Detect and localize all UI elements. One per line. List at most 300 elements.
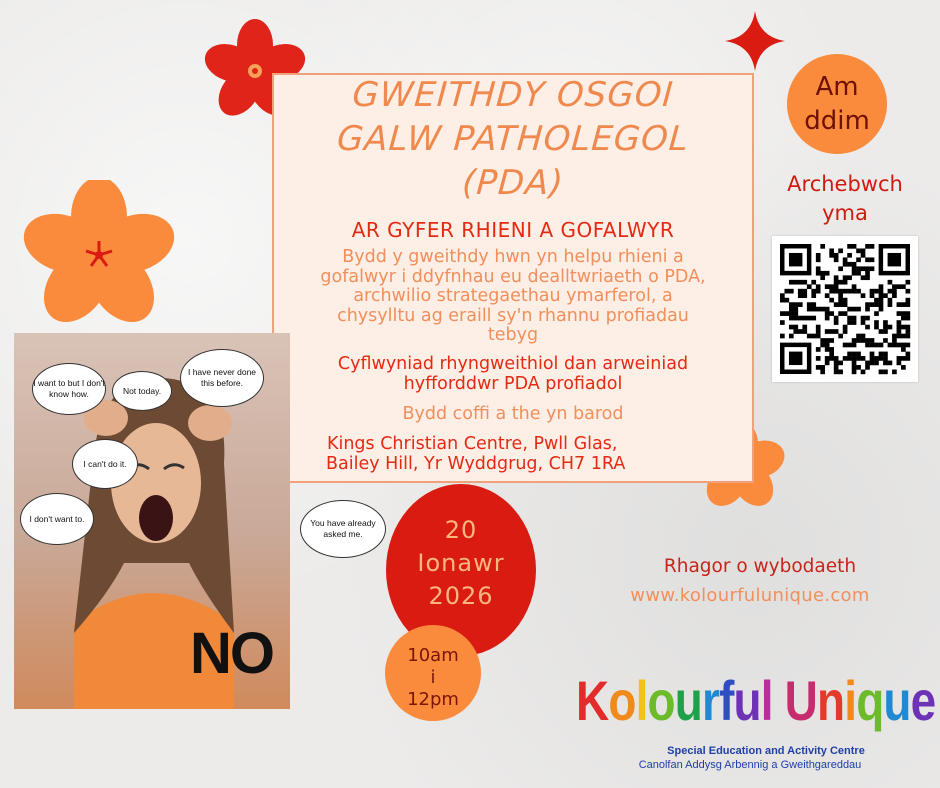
qr-module [865, 365, 870, 370]
qr-module [802, 316, 807, 321]
qr-module [784, 298, 789, 303]
booking-line: Archebwch [787, 172, 903, 196]
qr-module [780, 334, 785, 339]
time-line: 12pm [407, 689, 459, 710]
qr-module [861, 266, 866, 271]
qr-module [789, 334, 794, 339]
qr-module [879, 329, 884, 334]
qr-module [847, 307, 852, 312]
qr-module [811, 289, 816, 294]
qr-module [879, 352, 884, 357]
qr-module [874, 325, 879, 330]
qr-module [811, 280, 816, 285]
logo-letter: K [576, 669, 609, 732]
qr-module [865, 307, 870, 312]
qr-module [861, 316, 866, 321]
qr-module [861, 320, 866, 325]
qr-module [852, 244, 857, 249]
qr-module [847, 316, 852, 321]
date-line: Ionawr [417, 549, 505, 577]
qr-module [897, 329, 902, 334]
qr-module [807, 316, 812, 321]
qr-module [865, 275, 870, 280]
qr-module [816, 307, 821, 312]
qr-module [897, 334, 902, 339]
qr-module [861, 338, 866, 343]
qr-module [852, 361, 857, 366]
qr-module [829, 347, 834, 352]
qr-module [865, 316, 870, 321]
qr-module [807, 284, 812, 289]
qr-module [856, 248, 861, 253]
qr-module [856, 338, 861, 343]
interactive-line: Cyflwyniad rhyngweithiol dan arweiniad [337, 354, 689, 374]
qr-module [883, 320, 888, 325]
qr-finder [789, 352, 802, 365]
qr-module [816, 347, 821, 352]
qr-module [825, 316, 830, 321]
qr-code-icon [772, 236, 918, 382]
logo-letter: f [719, 669, 734, 732]
logo-letter: o [608, 669, 636, 732]
description-line: chysylltu ag eraill sy'n rhannu profiadau [337, 305, 689, 326]
qr-module [811, 334, 816, 339]
qr-module [870, 361, 875, 366]
qr-module [865, 302, 870, 307]
qr-module [798, 329, 803, 334]
qr-module [897, 311, 902, 316]
qr-module [852, 271, 857, 276]
qr-module [856, 257, 861, 262]
qr-module [888, 325, 893, 330]
qr-module [825, 311, 830, 316]
qr-module [825, 284, 830, 289]
qr-module [901, 347, 906, 352]
qr-module [852, 289, 857, 294]
qr-module [784, 311, 789, 316]
thought-bubble: I don't want to. [20, 493, 94, 545]
qr-module [843, 275, 848, 280]
logo-letter: U [784, 669, 818, 732]
qr-module [847, 289, 852, 294]
qr-module [861, 293, 866, 298]
qr-module [861, 253, 866, 258]
logo-letter: u [883, 669, 911, 732]
time-line: 10am [407, 645, 459, 666]
description-line: tebyg [487, 325, 539, 345]
qr-module [879, 298, 884, 303]
qr-module [847, 244, 852, 249]
qr-module [816, 266, 821, 271]
qr-module [865, 257, 870, 262]
kolourful-unique-logo [576, 668, 935, 733]
qr-module [798, 316, 803, 321]
qr-module [901, 302, 906, 307]
venue [294, 435, 772, 474]
qr-module [825, 293, 830, 298]
title-line-3: (PDA) [460, 163, 566, 203]
qr-module [901, 311, 906, 316]
description-line: Bydd y gweithdy hwn yn helpu rhieni a [342, 247, 684, 267]
qr-module [838, 293, 843, 298]
qr-module [843, 329, 848, 334]
qr-module [879, 356, 884, 361]
qr-module [816, 334, 821, 339]
booking-line: yma [822, 201, 868, 225]
qr-module [865, 343, 870, 348]
logo-letter: l [635, 669, 648, 732]
subtitle: AR GYFER RHIENI A GOFALWYR [351, 218, 675, 242]
qr-module [816, 329, 821, 334]
qr-module [852, 266, 857, 271]
qr-module [789, 307, 794, 312]
qr-module [829, 298, 834, 303]
qr-module [811, 316, 816, 321]
qr-module [829, 338, 834, 343]
qr-module [856, 334, 861, 339]
qr-module [897, 325, 902, 330]
logo-letter: i [844, 669, 857, 732]
time-badge [385, 625, 481, 721]
qr-module [879, 289, 884, 294]
qr-module [906, 302, 911, 307]
qr-module [847, 253, 852, 258]
qr-module [901, 356, 906, 361]
qr-module [780, 298, 785, 303]
logo-tagline: Special Education and Activity Centre [667, 745, 865, 757]
qr-module [897, 356, 902, 361]
qr-module [829, 289, 834, 294]
qr-module [906, 298, 911, 303]
qr-module [825, 347, 830, 352]
more-info-label: Rhagor o wybodaeth [663, 556, 857, 577]
venue-line: Bailey Hill, Yr Wyddgrug, CH7 1RA [326, 453, 626, 474]
qr-module [793, 311, 798, 316]
booking-qr-code[interactable] [772, 236, 918, 382]
qr-module [820, 343, 825, 348]
qr-module [883, 325, 888, 330]
red-sparkle-icon [722, 8, 788, 74]
title-line-1: GWEITHDY OSGOI [351, 75, 675, 115]
qr-module [834, 316, 839, 321]
qr-module [838, 361, 843, 366]
qr-module [820, 307, 825, 312]
qr-module [901, 334, 906, 339]
thought-bubble: I have never done this before. [180, 349, 264, 407]
qr-module [829, 329, 834, 334]
qr-module [865, 338, 870, 343]
qr-module [852, 262, 857, 267]
qr-module [834, 370, 839, 375]
qr-module [807, 334, 812, 339]
qr-module [856, 365, 861, 370]
qr-module [789, 302, 794, 307]
description [274, 248, 752, 346]
qr-module [861, 370, 866, 375]
qr-module [901, 325, 906, 330]
qr-module [879, 343, 884, 348]
qr-module [897, 320, 902, 325]
qr-module [807, 307, 812, 312]
qr-module [780, 293, 785, 298]
qr-module [793, 302, 798, 307]
qr-module [843, 325, 848, 330]
qr-finder [888, 253, 901, 266]
qr-module [852, 365, 857, 370]
qr-module [820, 271, 825, 276]
qr-module [865, 244, 870, 249]
date-line: 2026 [428, 582, 494, 610]
qr-module [789, 289, 794, 294]
qr-module [834, 320, 839, 325]
title-block [274, 73, 752, 205]
qr-module [897, 302, 902, 307]
qr-module [852, 284, 857, 289]
qr-module [865, 266, 870, 271]
qr-module [892, 338, 897, 343]
qr-module [906, 329, 911, 334]
date-line: 20 [444, 516, 478, 544]
qr-module [816, 289, 821, 294]
qr-module [888, 343, 893, 348]
qr-module [870, 257, 875, 262]
qr-finder [789, 253, 802, 266]
logo-letter: q [856, 669, 884, 732]
qr-module [816, 257, 821, 262]
qr-module [816, 365, 821, 370]
qr-module [802, 280, 807, 285]
qr-module [852, 356, 857, 361]
interactive-note [274, 355, 752, 394]
qr-module [901, 343, 906, 348]
qr-module [852, 307, 857, 312]
qr-module [802, 289, 807, 294]
qr-module [825, 343, 830, 348]
qr-module [874, 289, 879, 294]
qr-module [852, 320, 857, 325]
qr-module [870, 302, 875, 307]
qr-module [906, 325, 911, 330]
qr-module [888, 280, 893, 285]
qr-module [856, 352, 861, 357]
qr-module [883, 370, 888, 375]
qr-module [906, 334, 911, 339]
thought-bubble: You have already asked me. [300, 500, 386, 558]
qr-module [843, 311, 848, 316]
qr-module [829, 253, 834, 258]
qr-module [870, 293, 875, 298]
coffee-note: Bydd coffi a the yn barod [402, 404, 624, 424]
qr-module [829, 248, 834, 253]
qr-module [870, 266, 875, 271]
qr-module [820, 244, 825, 249]
qr-module [879, 284, 884, 289]
qr-module [834, 289, 839, 294]
qr-module [892, 334, 897, 339]
qr-module [838, 248, 843, 253]
qr-module [861, 356, 866, 361]
qr-module [852, 338, 857, 343]
qr-module [838, 298, 843, 303]
qr-module [843, 356, 848, 361]
qr-module [883, 356, 888, 361]
qr-module [865, 325, 870, 330]
qr-module [816, 271, 821, 276]
qr-module [789, 280, 794, 285]
logo-letter: r [702, 669, 720, 732]
qr-module [825, 271, 830, 276]
qr-module [789, 325, 794, 330]
qr-module [843, 343, 848, 348]
venue-line: Kings Christian Centre, Pwll Glas, [327, 434, 618, 454]
qr-module [852, 343, 857, 348]
qr-module [847, 262, 852, 267]
qr-module [888, 289, 893, 294]
qr-module [834, 253, 839, 258]
qr-module [879, 370, 884, 375]
qr-module [816, 253, 821, 258]
qr-module [901, 365, 906, 370]
qr-module [838, 334, 843, 339]
qr-module [834, 365, 839, 370]
qr-module [906, 316, 911, 321]
thought-bubble: I want to but I don't know how. [32, 363, 106, 415]
qr-module [825, 361, 830, 366]
qr-module [816, 325, 821, 330]
qr-module [897, 284, 902, 289]
free-line: Am [815, 72, 859, 102]
qr-module [793, 280, 798, 285]
qr-module [901, 316, 906, 321]
thought-bubble: Not today. [112, 371, 172, 411]
qr-module [802, 329, 807, 334]
qr-module [861, 334, 866, 339]
logo-tagline-welsh: Canolfan Addysg Arbennig a Gweithgareddau [638, 759, 862, 771]
booking-label [760, 170, 930, 228]
qr-module [852, 316, 857, 321]
qr-module [811, 293, 816, 298]
qr-module [820, 370, 825, 375]
qr-module [834, 280, 839, 285]
qr-module [906, 280, 911, 285]
qr-module [879, 293, 884, 298]
qr-module [784, 289, 789, 294]
qr-module [874, 302, 879, 307]
qr-module [793, 329, 798, 334]
qr-module [888, 302, 893, 307]
qr-module [883, 361, 888, 366]
qr-module [897, 343, 902, 348]
qr-module [829, 352, 834, 357]
qr-module [838, 370, 843, 375]
qr-module [892, 370, 897, 375]
qr-module [843, 257, 848, 262]
qr-module [816, 356, 821, 361]
orange-flower-icon [4, 180, 194, 330]
qr-module [856, 356, 861, 361]
qr-module [906, 352, 911, 357]
qr-module [856, 289, 861, 294]
logo-letter: e [910, 669, 936, 732]
logo-letter: o [647, 669, 675, 732]
logo-letter [773, 669, 785, 732]
qr-module [789, 311, 794, 316]
free-badge [787, 54, 887, 154]
qr-module [874, 361, 879, 366]
qr-module [843, 298, 848, 303]
qr-module [811, 307, 816, 312]
qr-module [838, 311, 843, 316]
qr-module [874, 343, 879, 348]
qr-module [879, 302, 884, 307]
qr-module [838, 302, 843, 307]
qr-module [807, 302, 812, 307]
qr-module [811, 302, 816, 307]
qr-module [852, 370, 857, 375]
qr-module [892, 343, 897, 348]
qr-module [870, 338, 875, 343]
qr-module [856, 266, 861, 271]
qr-module [829, 356, 834, 361]
qr-module [834, 329, 839, 334]
qr-module [879, 307, 884, 312]
qr-module [793, 325, 798, 330]
qr-module [883, 338, 888, 343]
qr-module [843, 289, 848, 294]
qr-module [843, 262, 848, 267]
qr-module [798, 289, 803, 294]
free-line: ddim [804, 106, 870, 136]
qr-module [861, 248, 866, 253]
qr-module [865, 361, 870, 366]
qr-module [829, 284, 834, 289]
qr-module [870, 352, 875, 357]
qr-module [780, 311, 785, 316]
qr-module [798, 280, 803, 285]
qr-module [861, 275, 866, 280]
logo-letter: l [760, 669, 773, 732]
website-link[interactable]: www.kolourfulunique.com [630, 585, 870, 606]
qr-module [780, 320, 785, 325]
qr-module [834, 361, 839, 366]
logo-letter: u [674, 669, 703, 732]
description-line: gofalwyr i ddyfnhau eu dealltwriaeth o PDA, [320, 266, 706, 287]
qr-module [906, 356, 911, 361]
qr-module [856, 271, 861, 276]
qr-module [870, 289, 875, 294]
qr-module [883, 329, 888, 334]
description-line: archwilio strategaethau ymarferol, a [353, 286, 673, 306]
qr-module [825, 329, 830, 334]
thought-bubble: I can't do it. [72, 439, 138, 489]
logo-letter: u [733, 669, 761, 732]
qr-module [847, 343, 852, 348]
qr-module [820, 275, 825, 280]
qr-module [870, 356, 875, 361]
qr-module [906, 311, 911, 316]
qr-module [847, 356, 852, 361]
info-card [272, 73, 754, 483]
qr-module [820, 365, 825, 370]
qr-module [838, 280, 843, 285]
qr-module [825, 356, 830, 361]
qr-module [883, 293, 888, 298]
qr-module [865, 271, 870, 276]
qr-module [874, 298, 879, 303]
qr-module [870, 244, 875, 249]
qr-module [852, 352, 857, 357]
qr-module [843, 302, 848, 307]
